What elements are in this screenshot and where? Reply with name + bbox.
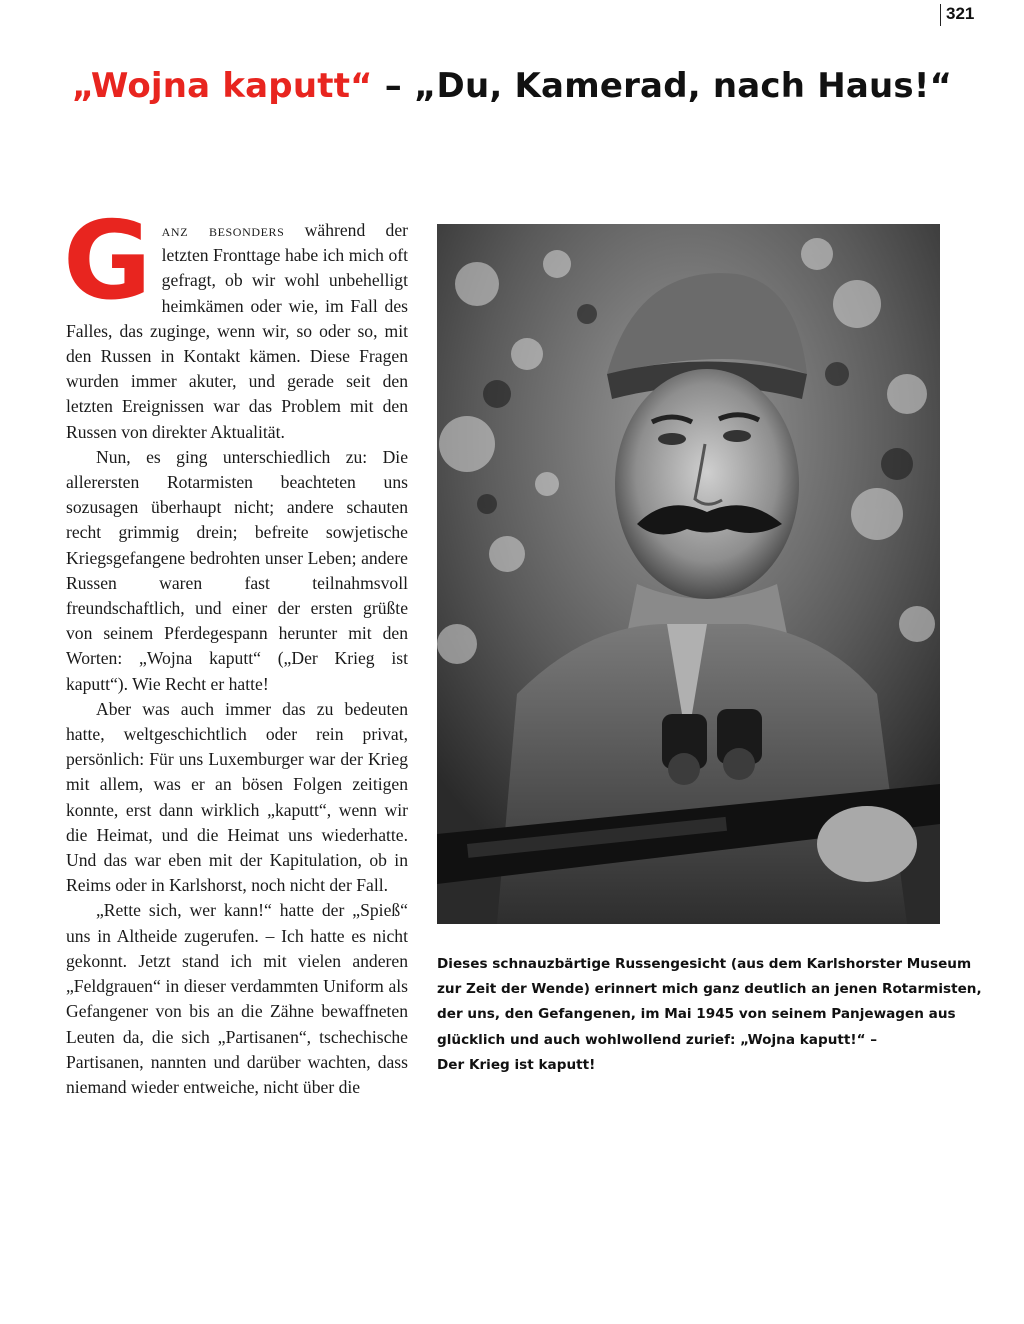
headline-red-part: „Wojna kaputt“ <box>71 66 373 106</box>
caption-line: glücklich und auch wohlwollend zurief: „Wojna kaputt!“ – <box>437 1031 878 1048</box>
page-number: 321 <box>946 4 975 23</box>
caption-line: der uns, den Gefangenen, im Mai 1945 von seinem Panjewagen aus <box>437 1006 956 1023</box>
article-paragraph-1 <box>63 199 408 445</box>
soldier-portrait-image <box>437 224 940 924</box>
page-number-rule <box>940 4 941 26</box>
article-paragraph-4: „Rette sich, wer kann!“ hatte der „Spieß“ uns in Altheide zugerufen. – Ich hatte es nicht gekonnt. Jetzt stand ich mit vielen anderen „Feldgrauen“ in dieser verdammten Uniform als Gefangener von bis an die Zähne bewaffneten Leuten da, die sich „Partisanen“, tschechische Partisanen, nannten und darüber wachten, dass niemand wieder entweiche, nicht über die <box>66 900 408 1097</box>
dropcap-letter: G <box>63 199 152 324</box>
paragraph-text: während der letzten Fronttage habe ich mich oft gefragt, ob wir wohl unbehelligt heimkämen oder wie, im Fall des Falles, das zuginge, wenn wir, so oder so, mit den Russen in Kontakt kämen. Diese Fragen wurden immer akuter, und gerade seit den letzten Ereignissen war das Problem mit den Russen von direkter Aktualität. <box>66 220 408 442</box>
caption-line: Der Krieg ist kaputt! <box>437 1056 596 1073</box>
photo-caption <box>437 952 982 1078</box>
article-paragraph-2: Nun, es ging unterschiedlich zu: Die allerersten Rotarmisten beachteten uns sozusagen überhaupt nicht; andere schauten recht grimmig drein; befreite sowjetische Kriegsgefangene bedrohten unser Leben; andere Russen waren fast teilnahmsvoll freundschaftlich, und einer der ersten grüßte von seinem Pferdegespann herunter mit den Worten: „Wojna kaputt“ („Der Krieg ist kaputt“). Wie Recht er hatte! <box>66 446 408 694</box>
article-body <box>63 199 408 1100</box>
lead-smallcaps: anz besonders <box>161 220 285 240</box>
caption-line: zur Zeit der Wende) erinnert mich ganz deutlich an jenen Rotarmisten, <box>437 981 982 998</box>
headline <box>0 66 1024 106</box>
caption-line: Dieses schnauzbärtige Russengesicht (aus dem Karlshorster Museum <box>437 956 972 972</box>
article-paragraph-3: Aber was auch immer das zu bedeuten hatte, weltgeschichtlich oder rein privat, persönlich: Für uns Luxemburger war der Krieg mit allem, was er an bösen Folgen zeitigen konnte, erst dann wirklich „kaputt“, wenn wir die Heimat, und die Heimat uns wiederhatte. Und das war eben mit der Kapitulation, ob in Reims oder in Karlshorst, noch nicht der Fall. <box>66 698 408 896</box>
headline-black-part: – „Du, Kamerad, nach Haus!“ <box>372 66 953 106</box>
soldier-portrait-photo <box>437 224 940 924</box>
